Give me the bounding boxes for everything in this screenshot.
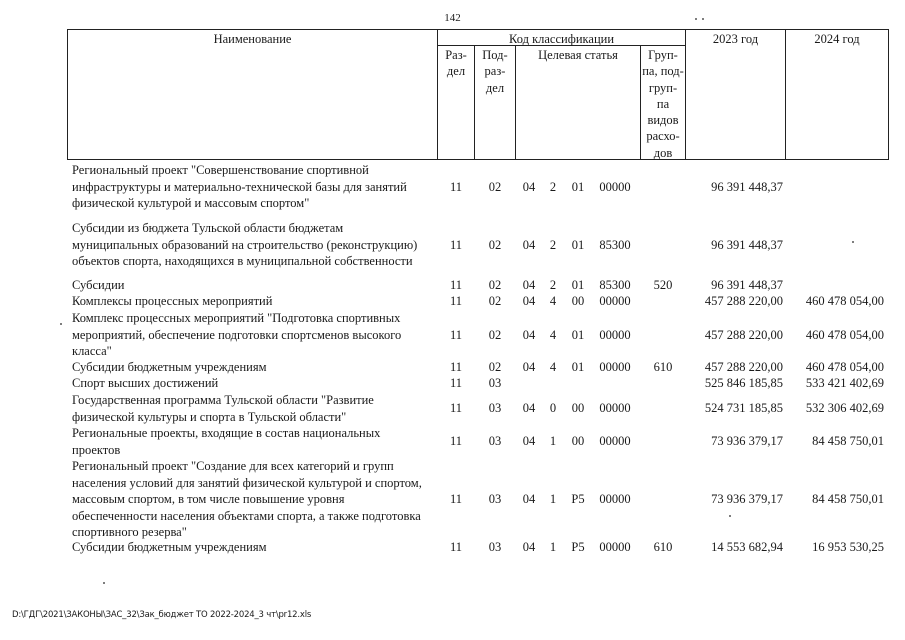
header-razdel: Раз- дел: [445, 48, 467, 79]
cell-amount-2024: 533 421 402,69: [805, 376, 884, 390]
header-code-classification: Код классификации: [508, 32, 615, 46]
cell-target-subprogram: 2: [549, 179, 557, 194]
cell-amount-2024: 460 478 054,00: [805, 327, 884, 342]
cell-amount-2023: 524 731 185,85: [704, 401, 783, 416]
cell-amount-2023: 96 391 448,37: [711, 237, 783, 252]
cell-expense-type: 610: [653, 360, 673, 374]
scan-speck: [103, 582, 105, 584]
row-name: Региональный проект "Создание для всех категорий и групп населения условий для занятий физической культурой и спортом, массовым спортом, в том числе повышение уровня обеспеченности населения объектами спорта, а также подготовка спортивного резерва": [72, 459, 422, 539]
header-podrazdel: Под- раз- дел: [482, 48, 508, 95]
header-target-article: Целевая статья: [538, 48, 618, 62]
cell-target-subprogram: 1: [549, 434, 557, 449]
cell-razdel: 11: [449, 492, 463, 506]
cell-target-direction: 00000: [599, 360, 631, 374]
cell-amount-2023: 73 936 379,17: [711, 434, 783, 449]
cell-target-event: 01: [571, 179, 585, 194]
cell-target-program: 04: [522, 434, 536, 449]
cell-target-direction: 00000: [599, 294, 631, 308]
cell-target-event: 00: [571, 434, 585, 449]
cell-target-subprogram: 4: [549, 294, 557, 308]
scan-speck: [729, 515, 731, 517]
cell-podrazdel: 02: [488, 360, 502, 374]
header-expense-groups: Груп- па, под- груп- па видов расхо- дов: [642, 48, 684, 160]
cell-podrazdel: 02: [488, 237, 502, 252]
scan-speck: [852, 241, 854, 243]
cell-target-direction: 00000: [599, 492, 631, 506]
row-name: Субсидии бюджетным учреждениям: [72, 540, 267, 554]
cell-razdel: 11: [449, 360, 463, 374]
cell-podrazdel: 03: [488, 540, 502, 554]
scan-speck: [702, 18, 704, 20]
cell-target-direction: 00000: [599, 179, 631, 194]
cell-target-event: 01: [571, 278, 585, 292]
cell-amount-2024: 460 478 054,00: [805, 360, 884, 374]
cell-target-direction: 85300: [599, 237, 631, 252]
cell-amount-2024: 84 458 750,01: [812, 434, 884, 449]
cell-amount-2023: 14 553 682,94: [711, 540, 783, 554]
cell-target-direction: 00000: [599, 401, 631, 416]
cell-target-event: 01: [571, 327, 585, 342]
cell-razdel: 11: [449, 327, 463, 342]
cell-podrazdel: 03: [488, 434, 502, 449]
row-name: Субсидии бюджетным учреждениям: [72, 360, 267, 374]
cell-razdel: 11: [449, 278, 463, 292]
cell-expense-type: 610: [653, 540, 673, 554]
cell-razdel: 11: [449, 376, 463, 390]
cell-target-program: 04: [522, 294, 536, 308]
page-number: 142: [444, 12, 461, 24]
row-name: Субсидии: [72, 278, 125, 292]
cell-target-program: 04: [522, 540, 536, 554]
cell-podrazdel: 02: [488, 294, 502, 308]
cell-razdel: 11: [449, 237, 463, 252]
row-name: Комплексы процессных мероприятий: [72, 294, 273, 308]
cell-razdel: 11: [449, 179, 463, 194]
cell-target-program: 04: [522, 360, 536, 374]
cell-razdel: 11: [449, 294, 463, 308]
cell-amount-2024: 16 953 530,25: [812, 540, 884, 554]
cell-amount-2023: 525 846 185,85: [704, 376, 783, 390]
cell-target-event: Р5: [571, 492, 585, 506]
scan-speck: [695, 18, 697, 20]
cell-target-program: 04: [522, 278, 536, 292]
cell-target-program: 04: [522, 401, 536, 416]
cell-razdel: 11: [449, 540, 463, 554]
cell-podrazdel: 03: [488, 492, 502, 506]
row-name: Государственная программа Тульской области "Развитие физической культуры и спорта в Тульской области": [72, 393, 374, 424]
cell-target-program: 04: [522, 179, 536, 194]
cell-target-direction: 00000: [599, 540, 631, 554]
cell-podrazdel: 02: [488, 327, 502, 342]
header-year-2023: 2023 год: [712, 32, 759, 46]
cell-amount-2023: 96 391 448,37: [711, 278, 783, 292]
row-name: Комплекс процессных мероприятий "Подготовка спортивных мероприятий, обеспечение подготовки спортсменов высокого класса": [72, 311, 402, 358]
cell-target-program: 04: [522, 492, 536, 506]
cell-amount-2023: 73 936 379,17: [711, 492, 783, 506]
cell-razdel: 11: [449, 434, 463, 449]
cell-amount-2024: 460 478 054,00: [805, 294, 884, 308]
cell-target-direction: 00000: [599, 434, 631, 449]
cell-podrazdel: 02: [488, 278, 502, 292]
cell-target-direction: 85300: [599, 278, 631, 292]
cell-target-event: 01: [571, 360, 585, 374]
header-name: Наименование: [213, 32, 292, 46]
cell-podrazdel: 02: [488, 179, 502, 194]
cell-target-subprogram: 1: [549, 540, 557, 554]
row-name: Субсидии из бюджета Тульской области бюджетам муниципальных образований на строительство (реконструкцию) объектов спорта, находящихся в муниципальной собственности: [72, 221, 418, 268]
cell-amount-2023: 457 288 220,00: [704, 294, 783, 308]
cell-amount-2024: 532 306 402,69: [805, 401, 884, 416]
cell-target-program: 04: [522, 237, 536, 252]
cell-podrazdel: 03: [488, 401, 502, 416]
cell-target-subprogram: 4: [549, 327, 557, 342]
row-name: Региональный проект "Совершенствование спортивной инфраструктуры и материально-технической базы для занятий физической культурой и массовым спортом": [72, 163, 407, 210]
file-path-footer: D:\ГДГ\2021\ЗАКОНЫ\ЗАС_32\Зак_бюджет ТО 2022-2024_3 чт\pr12.xls: [12, 610, 312, 620]
cell-target-subprogram: 1: [549, 492, 557, 506]
cell-target-event: Р5: [571, 540, 585, 554]
cell-amount-2024: 84 458 750,01: [812, 492, 884, 506]
cell-amount-2023: 457 288 220,00: [704, 327, 783, 342]
cell-razdel: 11: [449, 401, 463, 416]
cell-target-subprogram: 2: [549, 278, 557, 292]
cell-target-direction: 00000: [599, 327, 631, 342]
cell-target-subprogram: 4: [549, 360, 557, 374]
cell-amount-2023: 457 288 220,00: [704, 360, 783, 374]
header-year-2024: 2024 год: [814, 32, 860, 46]
cell-target-subprogram: 2: [549, 237, 557, 252]
cell-target-event: 01: [571, 237, 585, 252]
cell-target-event: 00: [571, 294, 585, 308]
cell-amount-2023: 96 391 448,37: [711, 179, 783, 194]
cell-target-event: 00: [571, 401, 585, 416]
cell-target-subprogram: 0: [549, 401, 557, 416]
cell-podrazdel: 03: [488, 376, 502, 390]
row-name: Спорт высших достижений: [72, 376, 219, 390]
cell-expense-type: 520: [653, 278, 673, 292]
row-name: Региональные проекты, входящие в состав национальных проектов: [72, 426, 381, 457]
cell-target-program: 04: [522, 327, 536, 342]
scan-speck: [60, 323, 62, 325]
